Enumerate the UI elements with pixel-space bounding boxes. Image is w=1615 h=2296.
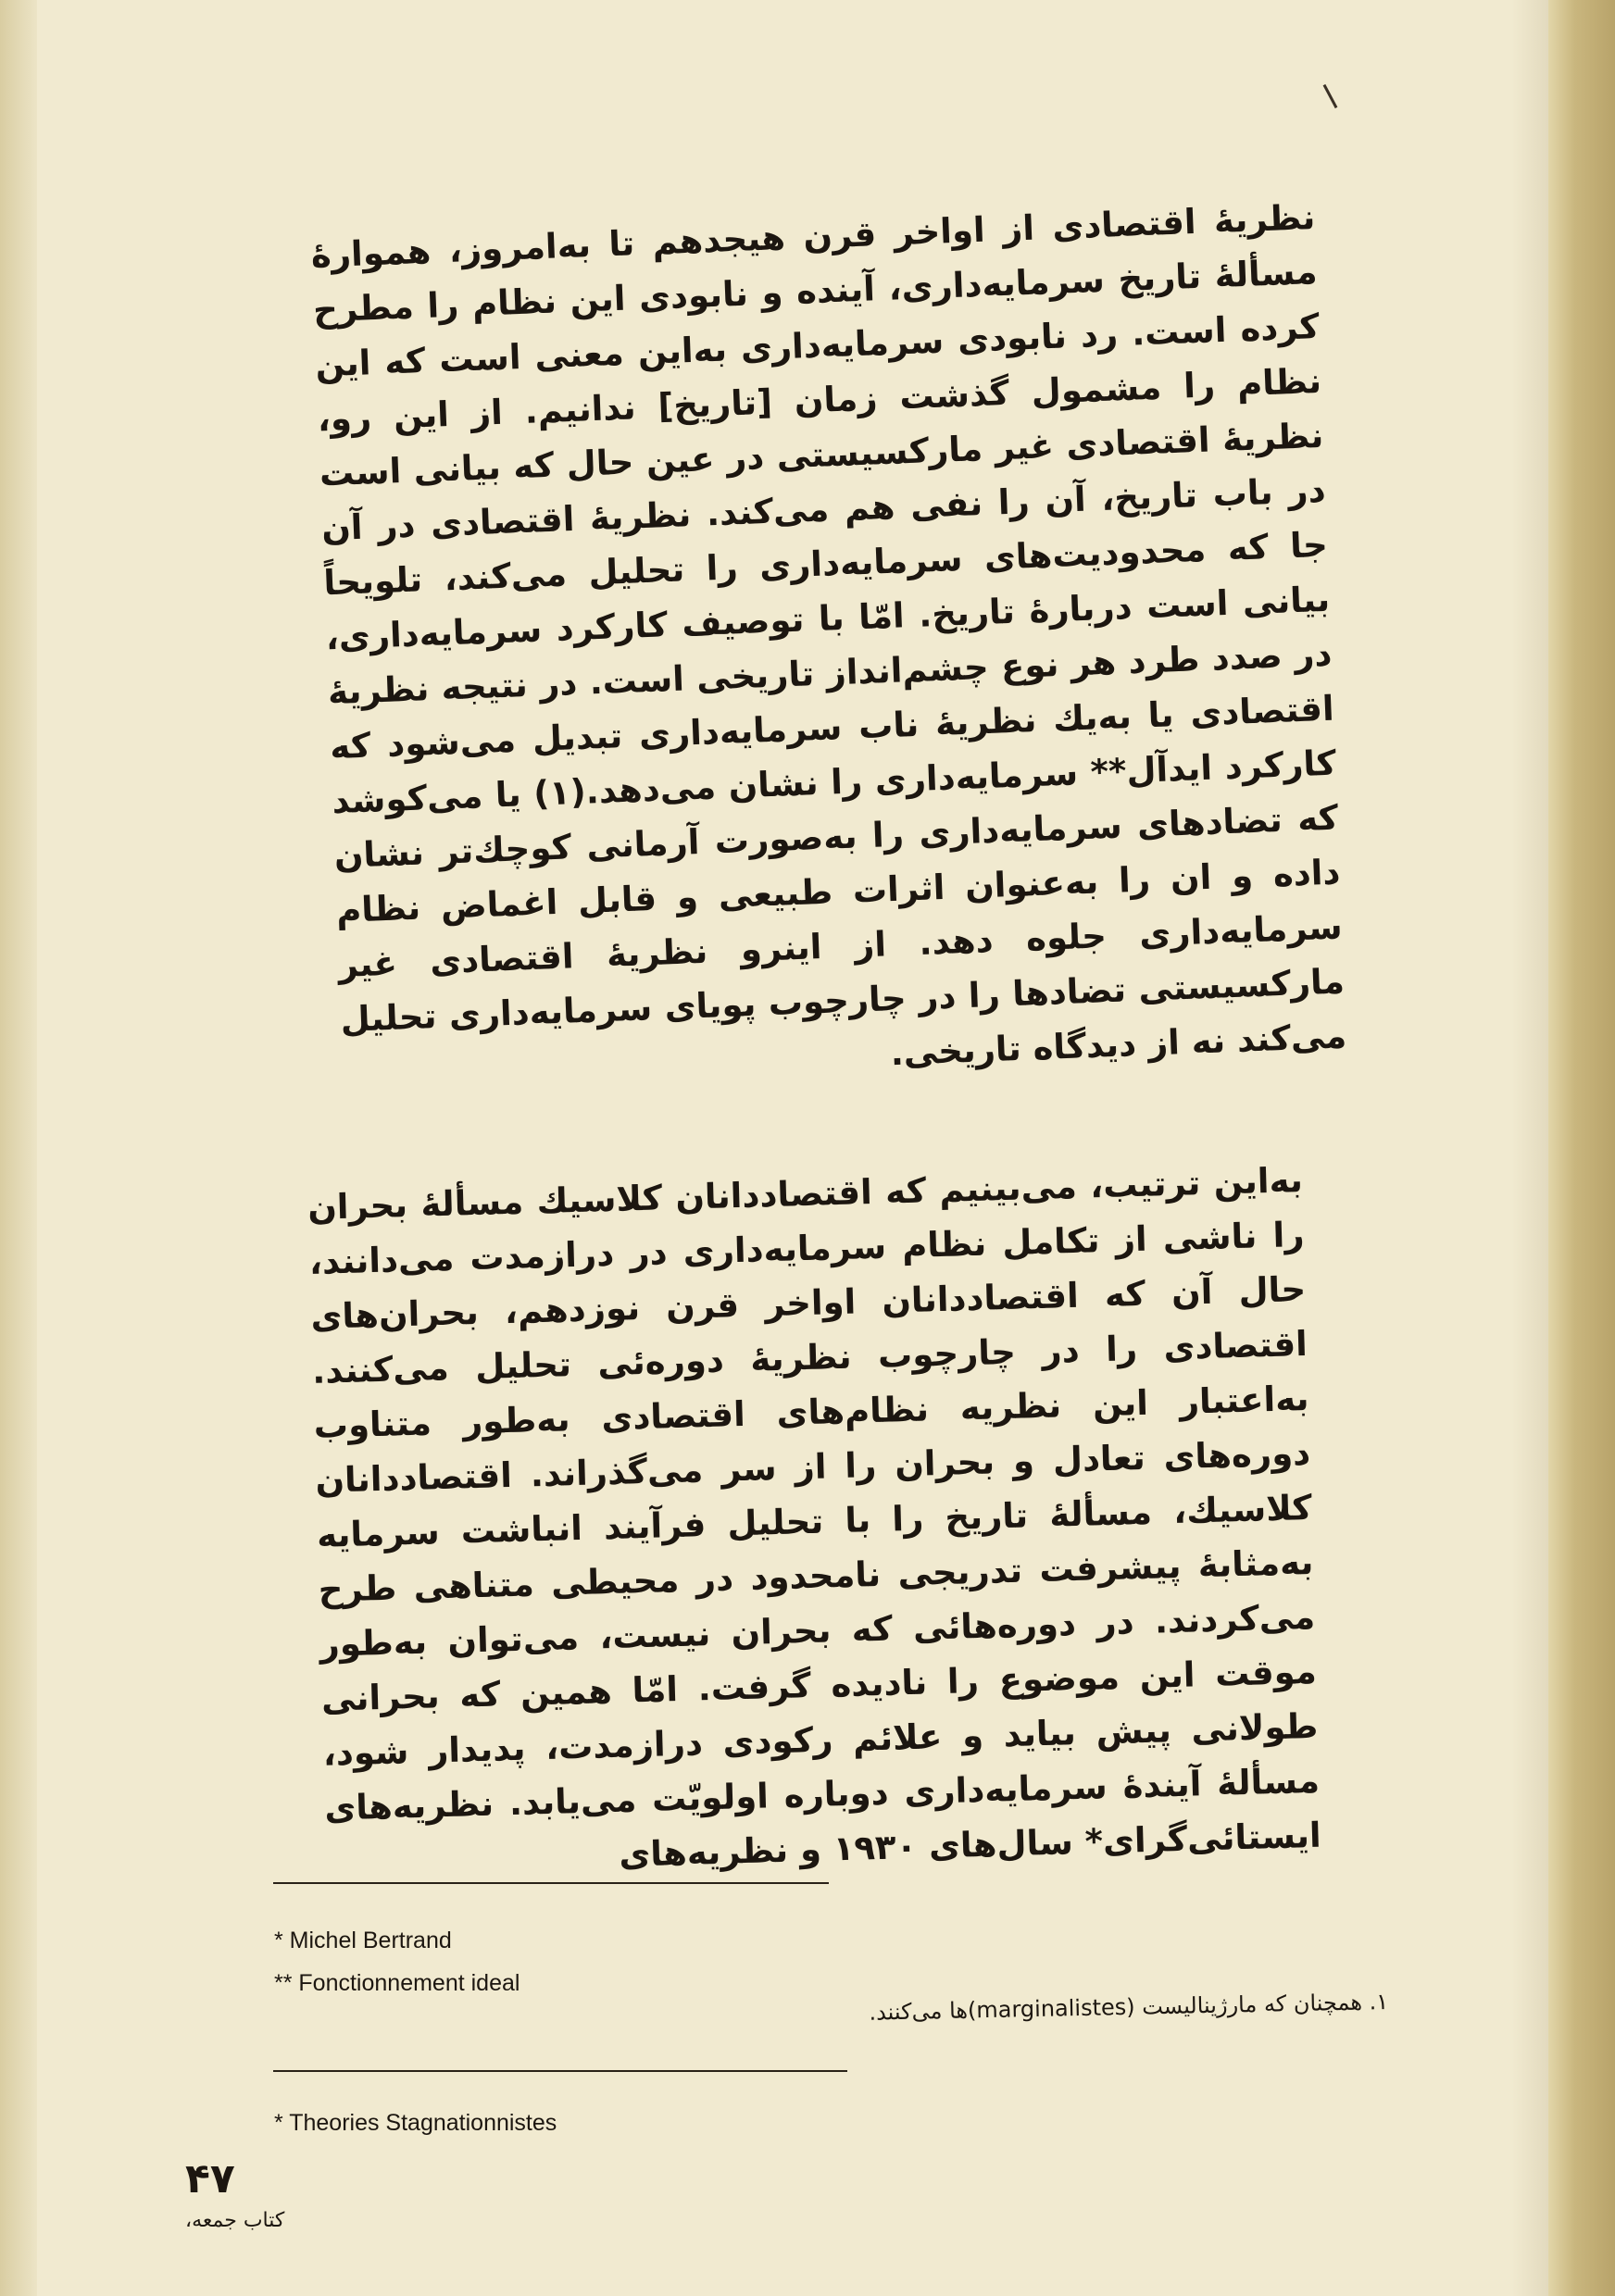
body-paragraph-1 bbox=[310, 190, 1347, 1102]
body-paragraph-2-text: به‌این ترتیب، می‌بینیم که اقتصاددانان کلاسیك مسألهٔ بحران را ناشی از تکامل نظام سرمایه‌داری در درازمدت می‌دانند، حال آن که اقتصاددانان اواخر قرن نوزدهم، بحران‌های اقتصادی را در چارچوب نظریهٔ دوره‌ئی تحلیل می‌کنند. به‌اعتبار این نظریه نظام‌های اقتصادی به‌طور متناوب دوره‌های تعادل و بحران را از سر می‌گذراند. اقتصاددانان کلاسیك، مسألهٔ تاریخ را با تحلیل فرآیند انباشت سرمایه به‌مثابهٔ پیشرفت تدریجی نامحدود در محیطی متناهی طرح می‌کردند. در دوره‌هائی که بحران نیست، می‌توان به‌طور موقت این موضوع را نادیده گرفت. امّا همین که بحرانی طولانی پیش بیاید و علائم رکودی درازمدت، پدیدار شود، مسألهٔ آیندهٔ سرمایه‌داری دوباره اولویّت می‌یابد. نظریه‌های ایستائی‌گرای* سال‌های ۱۹۳۰ و نظریه‌های bbox=[307, 1159, 1322, 1875]
footnote-1: ۱. همچنان که مارژینالیست (marginalistes)ها می‌کنند. bbox=[869, 1989, 1389, 2026]
body-paragraph-1-text: نظریهٔ اقتصادی از اواخر قرن هیجدهم تا به‌امروز، هموارهٔ مسألهٔ تاریخ سرمایه‌داری، آینده و نابودی این نظام را مطرح کرده است. رد نابودی سرمایه‌داری به‌این معنی است که این نظام را مشمول گذشت زمان [تاریخ] ندانیم. از این رو، نظریهٔ اقتصادی غیر مارکسیستی در عین حال که بیانی است در باب تاریخ، آن را نفی هم می‌کند. نظریهٔ اقتصادی در آن جا که محدودیت‌های سرمایه‌داری را تحلیل می‌کند، تلویحاً بیانی است دربارهٔ تاریخ. امّا با توصیف کارکرد سرمایه‌داری، در صدد طرد هر نوع چشم‌انداز تاریخی است. در نتیجه نظریهٔ اقتصادی یا به‌یك نظریهٔ ناب سرمایه‌داری تبدیل می‌شود که کارکرد ایدآل** سرمایه‌داری را نشان می‌دهد.(۱) یا می‌کوشد که تضادهای سرمایه‌داری را به‌صورت آرمانی کوچك‌تر نشان داده و ان را به‌عنوان اثرات طبیعی و قابل اغماض نظام سرمایه‌داری جلوه دهد. از اینرو نظریهٔ اقتصادی غیر مارکسیستی تضادها را در چارچوب پویای سرمایه‌داری تحلیل می‌کند نه از دیدگاه تاریخی. bbox=[310, 196, 1347, 1074]
page-left-edge bbox=[0, 0, 37, 2296]
footnote-divider-1 bbox=[273, 1882, 829, 1884]
footnote-divider-2 bbox=[273, 2070, 847, 2072]
footnote-star-2: * Theories Stagnationnistes bbox=[274, 2110, 557, 2136]
body-paragraph-2 bbox=[307, 1153, 1321, 1890]
footnote-double-star: ** Fonctionnement ideal bbox=[274, 1970, 520, 1996]
page-number: ۴۷ bbox=[185, 2155, 235, 2202]
footnote-star: * Michel Bertrand bbox=[274, 1928, 452, 1953]
journal-name: کتاب جمعه، bbox=[185, 2209, 285, 2232]
page-right-edge bbox=[1548, 0, 1615, 2296]
page-fold-shadow bbox=[1511, 0, 1548, 2296]
ink-mark bbox=[1323, 84, 1338, 108]
